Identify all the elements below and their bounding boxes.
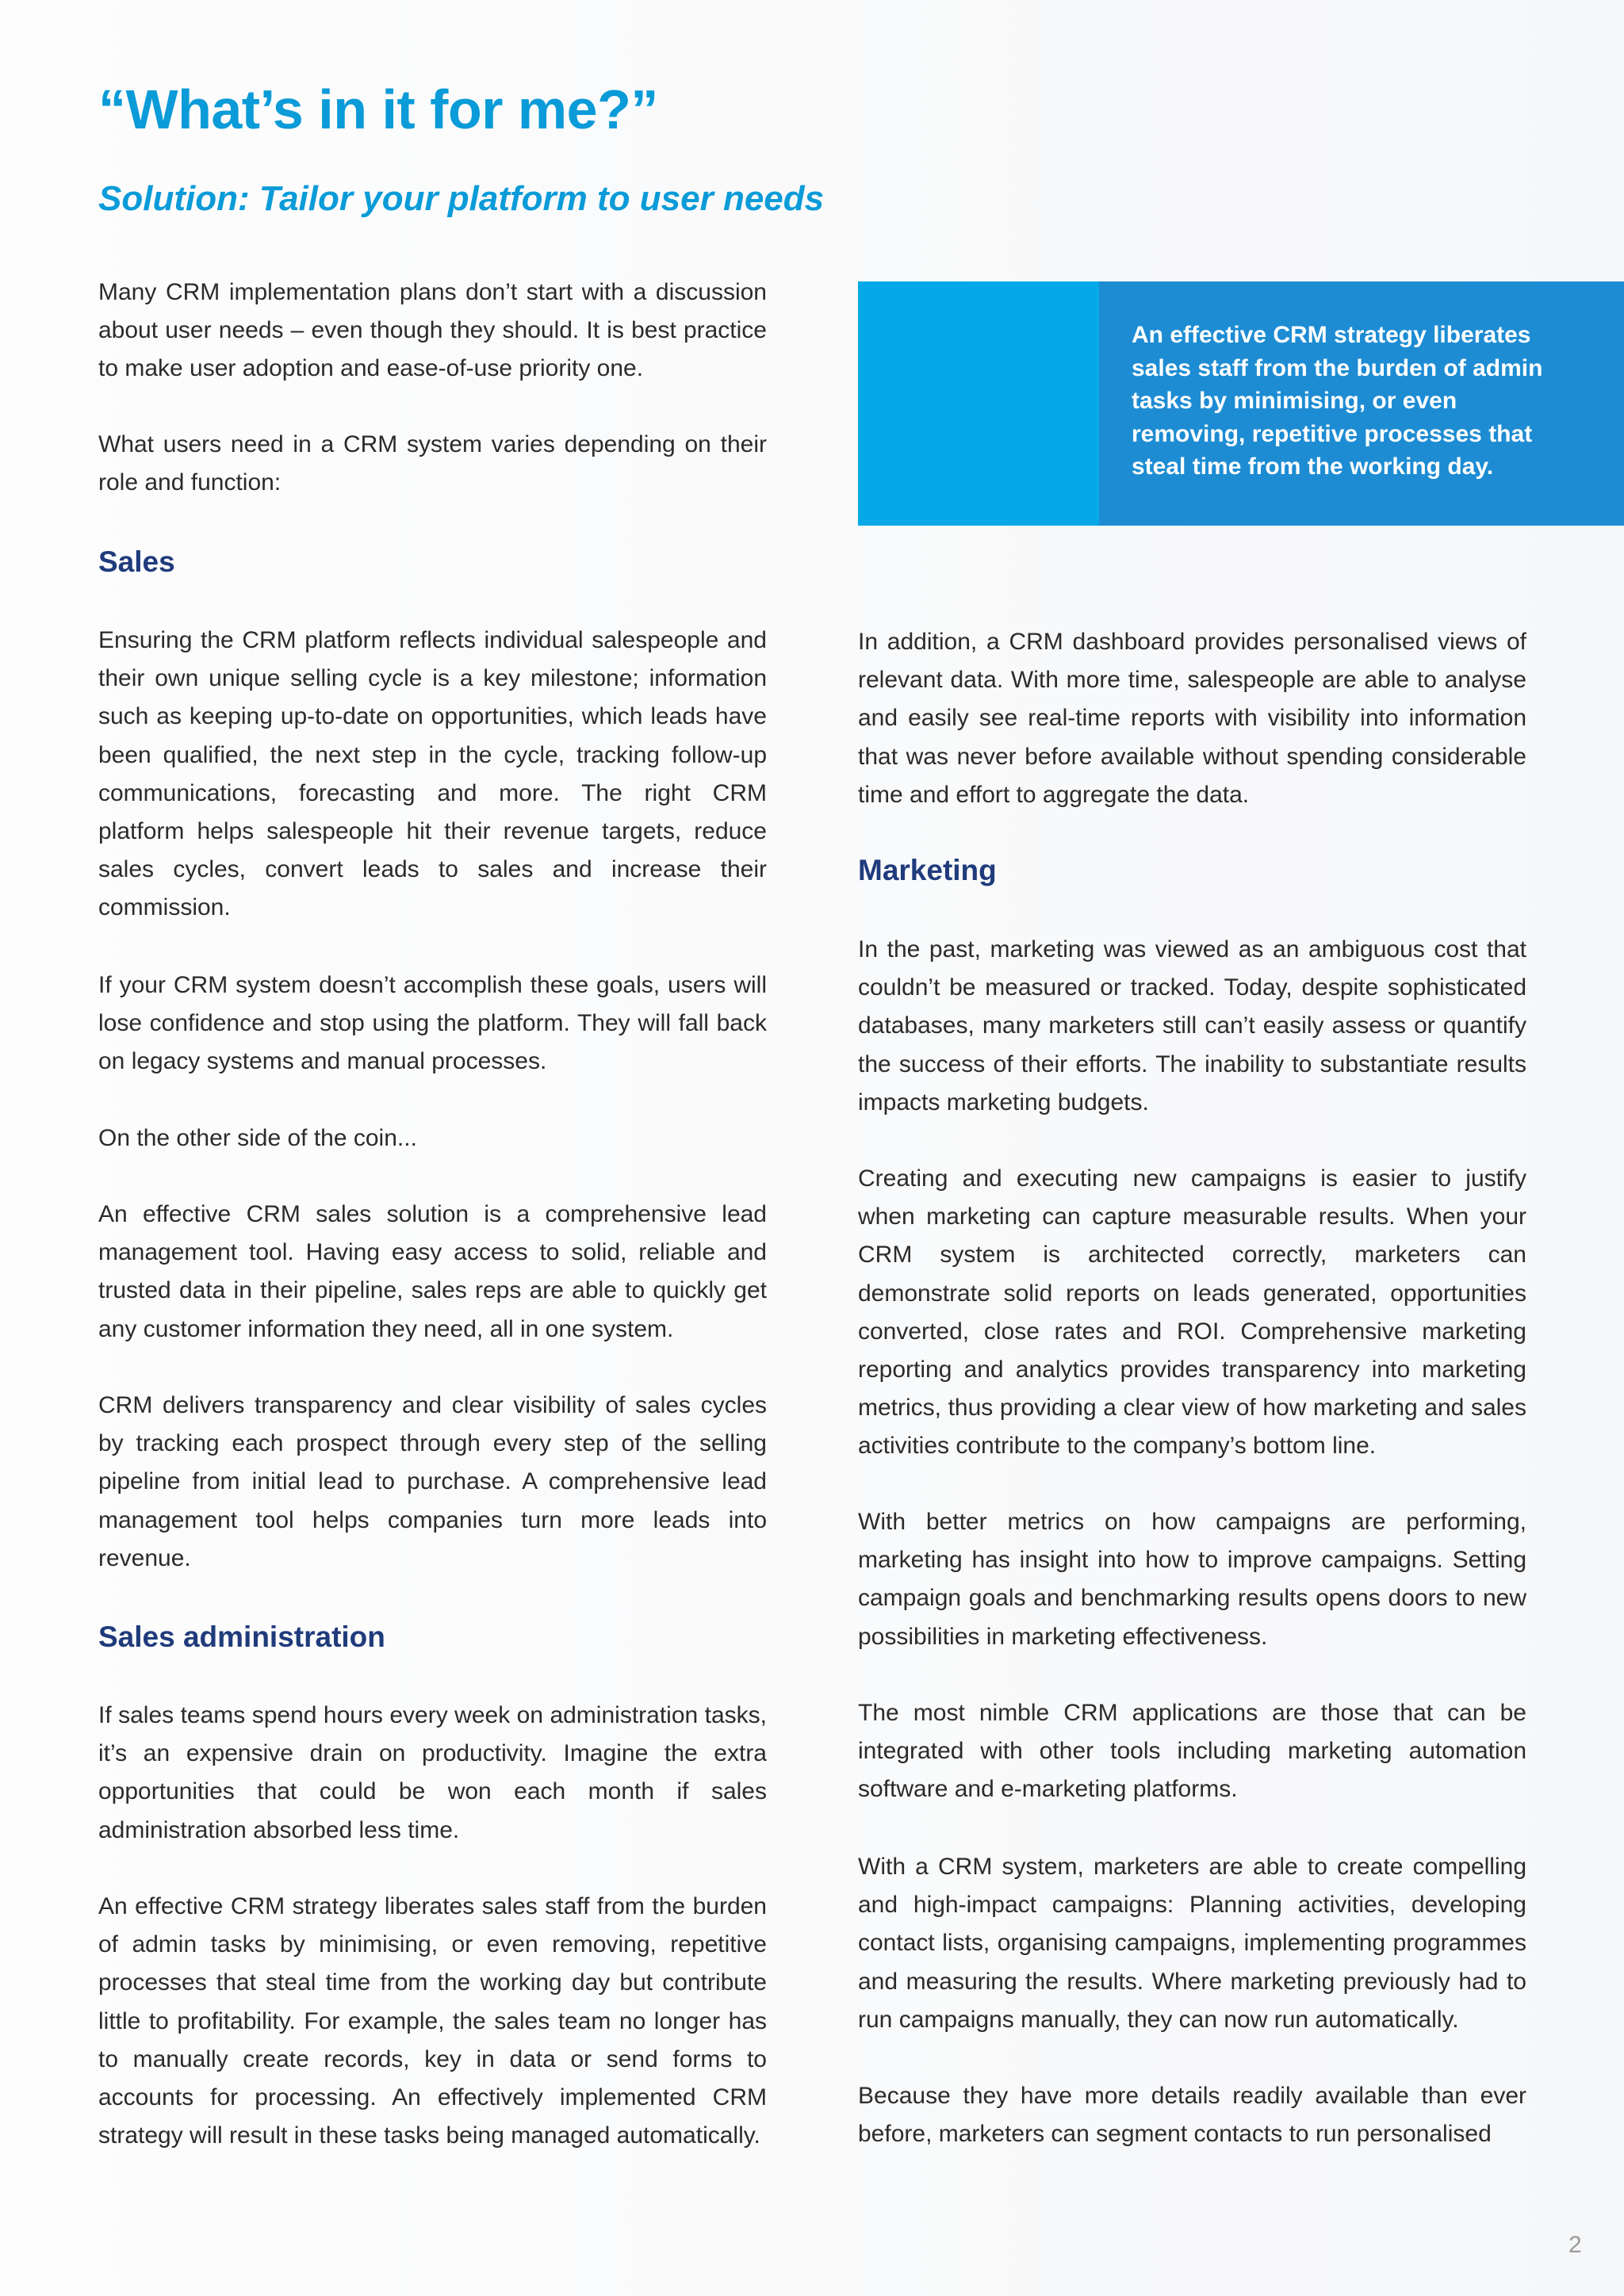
intro-paragraph-1: Many CRM implementation plans don’t start with a discussion about user needs – even though they should. It is best practice to make user adoption and ease-of-use priority one. <box>98 279 767 382</box>
page-subtitle: Solution: Tailor your platform to user needs <box>98 179 825 218</box>
marketing-paragraph-1: In the past, marketing was viewed as an ambiguous cost that couldn’t be measured or tracked. Today, despite sophisticated databases, many marketers still can’t easily assess or quantify the success of their efforts. The inability to substantiate results impacts marketing budgets. <box>858 936 1526 1115</box>
page-title: “What’s in it for me?” <box>98 78 658 140</box>
sales-heading: Sales <box>98 545 175 578</box>
admin-paragraph-2: An effective CRM strategy liberates sales staff from the burden of admin tasks by minimising, or even removing, repetitive processes that steal time from the working day but contribute little to profitability. For example, the sales team no longer has to manually create records, key in data or send forms to accounts for processing. An effectively implemented CRM strategy will result in these tasks being managed automatically. <box>98 1893 767 2149</box>
dashboard-paragraph: In addition, a CRM dashboard provides personalised views of relevant data. With more time, salespeople are able to analyse and easily see real-time reports with visibility into information that was never before available without spending considerable time and effort to aggregate the data. <box>858 629 1526 808</box>
marketing-paragraph-5: With a CRM system, marketers are able to create compelling and high-impact campaigns: Planning activities, developing contact lists, organising campaigns, implementing programmes and measuring the results. Where marketing previously had to run campaigns manually, they can now run automatically. <box>858 1854 1526 2033</box>
sales-paragraph-1: Ensuring the CRM platform reflects individual salespeople and their own unique selling cycle is a key milestone; information such as keeping up-to-date on opportunities, which leads have been qualified, the next step in the cycle, tracking follow-up communications, forecasting and more. The right CRM platform helps salespeople hit their revenue targets, reduce sales cycles, convert leads to sales and increase their commission. <box>98 627 767 921</box>
callout-accent-block <box>858 281 1099 526</box>
marketing-heading: Marketing <box>858 854 997 886</box>
admin-paragraph-1: If sales teams spend hours every week on administration tasks, it’s an expensive drain on productivity. Imagine the extra opportunities that could be won each month if sales administration absorbed less time. <box>98 1702 767 1843</box>
marketing-paragraph-3: With better metrics on how campaigns are performing, marketing has insight into how to improve campaigns. Setting campaign goals and benchmarking results opens doors to new possibilities in marketing effectiveness. <box>858 1509 1526 1650</box>
sales-administration-heading: Sales administration <box>98 1621 385 1653</box>
sales-paragraph-4: An effective CRM sales solution is a comprehensive lead management tool. Having easy access to solid, reliable and trusted data in their pipeline, sales reps are able to quickly get any customer information they need, all in one system. <box>98 1201 767 1342</box>
marketing-paragraph-4: The most nimble CRM applications are those that can be integrated with other tools including marketing automation software and e-marketing platforms. <box>858 1700 1526 1803</box>
page-number: 2 <box>1568 2232 1582 2258</box>
sales-paragraph-3: On the other side of the coin... <box>98 1125 417 1151</box>
marketing-paragraph-6: Because they have more details readily available than ever before, marketers can segment contacts to run personalised <box>858 2083 1526 2148</box>
marketing-paragraph-2: Creating and executing new campaigns is easier to justify when marketing can capture measurable results. When your CRM system is architected correctly, marketers can demonstrate solid reports on leads generated, opportunities converted, close rates and ROI. Comprehensive marketing reporting and analytics provides transparency into marketing metrics, thus providing a clear view of how marketing and sales activities contribute to the company’s bottom line. <box>858 1165 1526 1460</box>
callout-quote: An effective CRM strategy liberates sales staff from the burden of admin tasks by minimising, or even removing, repetitive processes that steal time from the working day. <box>1132 322 1543 480</box>
sales-paragraph-2: If your CRM system doesn’t accomplish these goals, users will lose confidence and stop using the platform. They will fall back on legacy systems and manual processes. <box>98 972 767 1075</box>
intro-paragraph-2: What users need in a CRM system varies depending on their role and function: <box>98 431 767 496</box>
sales-paragraph-5: CRM delivers transparency and clear visibility of sales cycles by tracking each prospect through every step of the selling pipeline from initial lead to purchase. A comprehensive lead management tool helps companies turn more leads into revenue. <box>98 1392 767 1571</box>
